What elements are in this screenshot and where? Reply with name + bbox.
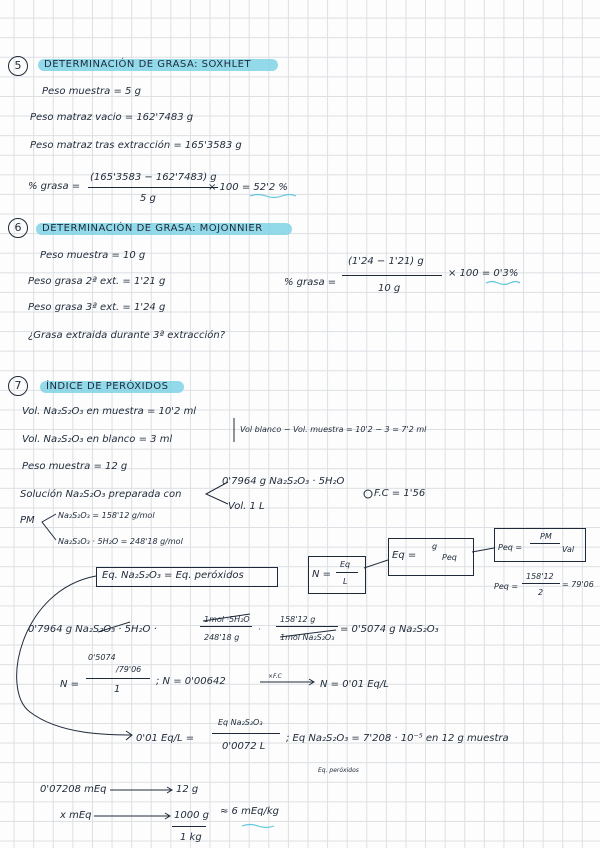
s7-pm-label: PM [20, 515, 35, 526]
conv-start: 0'7964 g Na₂S₂O₃ · 5H₂O · [28, 624, 157, 635]
peq-calc-result: = 79'06 [562, 580, 594, 589]
n-calc-lhs: N = [60, 679, 80, 690]
n-result-2: N = 0'01 Eq/L [320, 679, 389, 690]
s7-pm-pentahydrate: Na₂S₂O₃ · 5H₂O = 248'18 g/mol [58, 537, 183, 546]
s7-peso-muestra: Peso muestra = 12 g [22, 461, 128, 472]
conv-f1-num: 1mol ·5H₂O [204, 615, 250, 624]
s6-question: ¿Grasa extraida durante 3ª extracción? [28, 330, 226, 341]
section-5-title: DETERMINACIÓN DE GRASA: SOXHLET [44, 59, 252, 70]
n-calc-top: 0'5074 [88, 653, 116, 662]
rule-row-1-right: 12 g [176, 784, 199, 795]
s7-vol-blanco: Vol. Na₂S₂O₃ en blanco = 3 ml [22, 434, 173, 445]
normality-lhs: N = [312, 569, 332, 580]
normality-num: Eq [340, 560, 351, 569]
arrow-n-to-eq [364, 560, 388, 568]
strike-2 [280, 630, 336, 637]
s6-grasa-label: % grasa = [284, 277, 337, 288]
n-calc-den: 1 [114, 684, 121, 695]
section-6-title: DETERMINACIÓN DE GRASA: MOJONNIER [42, 223, 263, 234]
rule-row-1-left: 0'07208 mEq [40, 784, 107, 795]
peq-num: PM [540, 532, 552, 541]
conv-f2-den: 1mol Na₂S₂O₃ [280, 633, 335, 642]
equivalents-lhs: Eq = [392, 550, 417, 561]
s5-peso-muestra: Peso muestra = 5 g [42, 86, 141, 97]
equivalents-num: g [432, 542, 438, 551]
s7-sol-vol: Vol. 1 L [228, 501, 265, 512]
s6-peso-grasa-2: Peso grasa 2ª ext. = 1'21 g [28, 276, 166, 287]
s5-grasa-numerator: (165'3583 − 162'7483) g [90, 172, 217, 183]
curved-arrow [17, 576, 132, 735]
s7-sol-mass: 0'7964 g Na₂S₂O₃ · 5H₂O [222, 476, 345, 487]
s6-peso-muestra: Peso muestra = 10 g [40, 250, 146, 261]
peq-den: Val [562, 545, 575, 554]
s5-peso-matraz-tras: Peso matraz tras extracción = 165'3583 g [30, 140, 242, 151]
section-number-6: 6 [8, 218, 28, 238]
strike-3 [98, 622, 130, 632]
n-result-1: ; N = 0'00642 [156, 676, 226, 687]
s7-vol-muestra: Vol. Na₂S₂O₃ en muestra = 10'2 ml [22, 406, 197, 417]
n-calc-div: /79'06 [116, 665, 142, 674]
eq-calc-num: Eq Na₂S₂O₃ [218, 718, 263, 727]
s7-fc: F.C = 1'56 [374, 488, 426, 499]
n-arrow-label: ×F.C [268, 673, 282, 680]
s5-grasa-result: × 100 = 52'2 % [208, 182, 288, 193]
s6-grasa-numerator: (1'24 − 1'21) g [348, 256, 424, 267]
s7-pm-anhydrous: Na₂S₂O₃ = 158'12 g/mol [58, 511, 155, 520]
s6-result-highlight [486, 282, 520, 285]
section-7-title: ÍNDICE DE PERÓXIDOS [46, 381, 169, 392]
arrow-eq-to-peq [472, 548, 494, 552]
eq-calc-result: ; Eq Na₂S₂O₃ = 7'208 · 10⁻⁵ en 12 g muestra [286, 733, 509, 744]
s6-peso-grasa-3: Peso grasa 3ª ext. = 1'24 g [28, 302, 166, 313]
eq-calc-den: 0'0072 L [222, 741, 266, 752]
solution-bracket [206, 482, 228, 504]
equivalence-statement: Eq. Na₂S₂O₃ = Eq. peróxidos [102, 570, 244, 581]
pm-bracket [42, 514, 56, 540]
eq-peroxidos-note: Eq. peróxidos [318, 767, 359, 774]
section-number-5: 5 [8, 56, 28, 76]
rule-row-2-below: 1 kg [180, 832, 202, 843]
rule-row-2-left: x mEq [60, 810, 92, 821]
rule-row-2-right: 1000 g [174, 810, 209, 821]
final-result: ≈ 6 mEq/kg [220, 806, 280, 817]
s5-grasa-label: % grasa = [28, 181, 81, 192]
peq-calc-num: 158'12 [526, 572, 554, 581]
s5-result-highlight [250, 195, 296, 198]
conv-f1-den: 248'18 g [204, 633, 240, 642]
peq-calc-lhs: Peq = [494, 582, 519, 591]
conv-f2-num: 158'12 g [280, 615, 316, 624]
s5-peso-matraz-vacio: Peso matraz vacio = 162'7483 g [30, 112, 194, 123]
eq-calc-lhs: 0'01 Eq/L = [136, 733, 195, 744]
section-number-7: 7 [8, 376, 28, 396]
conv-result: = 0'5074 g Na₂S₂O₃ [340, 624, 439, 635]
peq-lhs: Peq = [498, 543, 523, 552]
final-highlight [242, 825, 274, 828]
s6-grasa-result: × 100 = 0'3% [448, 268, 519, 279]
strike-1 [203, 614, 250, 621]
s6-grasa-denominator: 10 g [378, 283, 401, 294]
peq-calc-den: 2 [538, 588, 544, 597]
s7-solucion: Solución Na₂S₂O₃ preparada con [20, 489, 182, 500]
fc-marker-icon [364, 490, 372, 498]
conv-dot: · [258, 625, 261, 634]
equivalents-den: Peq [442, 553, 457, 562]
s7-vol-diff: Vol blanco − Vol. muestra = 10'2 − 3 = 7'2 ml [240, 425, 427, 434]
normality-den: L [343, 577, 348, 586]
s5-grasa-denominator: 5 g [140, 193, 156, 204]
